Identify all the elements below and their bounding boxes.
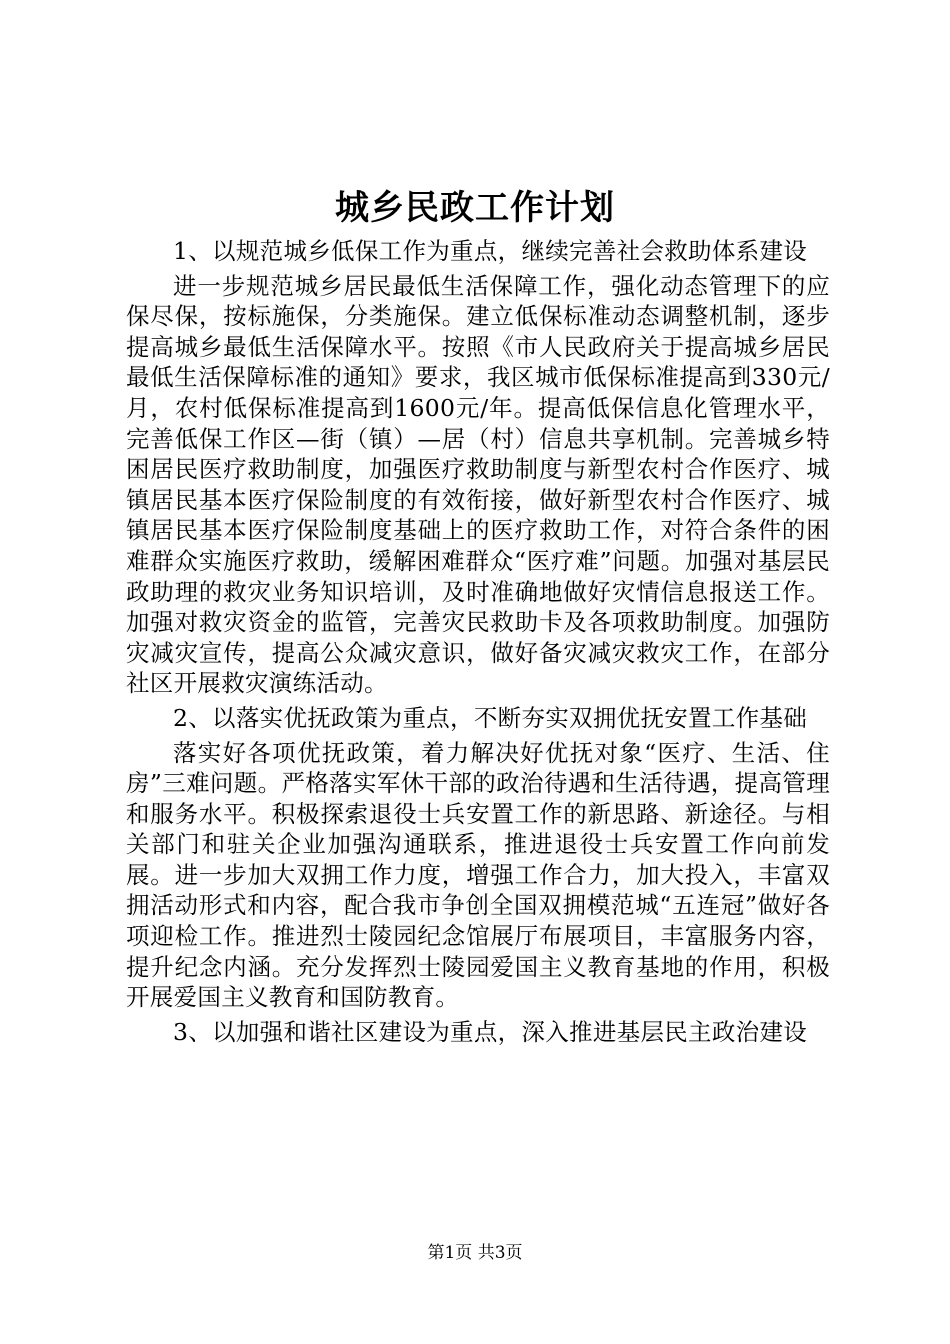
document-body xyxy=(126,236,830,1051)
section-1-heading: 1、以规范城乡低保工作为重点，继续完善社会救助体系建设 xyxy=(173,237,808,265)
section-3-heading: 3、以加强和谐社区建设为重点，深入推进基层民主政治建设 xyxy=(173,1017,808,1046)
page-footer: 第1页 共3页 xyxy=(427,1243,523,1263)
document-title: 城乡民政工作计划 xyxy=(335,188,615,228)
section-1-paragraph: 进一步规范城乡居民最低生活保障工作，强化动态管理下的应保尽保，按标施保，分类施保。建立低保标准动态调整机制，逐步提高城乡最低生活保障水平。按照《市人民政府关于提高城乡居民最低生活保障标准的通知》要求，我区城市低保标准提高到330元/月，农村低保标准提高到1600元/年。提高低保信息化管理水平，完善低保工作区—街（镇）—居（村）信息共享机制。完善城乡特困居民医疗救助制度，加强医疗救助制度与新型农村合作医疗、城镇居民基本医疗保险制度的有效衔接，做好新型农村合作医疗、城镇居民基本医疗保险制度基础上的医疗救助工作，对符合条件的困难群众实施医疗救助，缓解困难群众“医疗难”问题。加强对基层民政助理的救灾业务知识培训，及时准确地做好灾情信息报送工作。加强对救灾资金的监管，完善灾民救助卡及各项救助制度。加强防灾减灾宣传，提高公众减灾意识，做好备灾减灾救灾工作，在部分社区开展救灾演练活动。 xyxy=(126,271,830,698)
section-2-heading: 2、以落实优抚政策为重点，不断夯实双拥优抚安置工作基础 xyxy=(173,703,808,732)
section-2-paragraph: 落实好各项优抚政策，着力解决好优抚对象“医疗、生活、住房”三难问题。严格落实军休干部的政治待遇和生活待遇，提高管理和服务水平。积极探索退役士兵安置工作的新思路、新途径。与相关部门和驻关企业加强沟通联系，推进退役士兵安置工作向前发展。进一步加大双拥工作力度，增强工作合力，加大投入，丰富双拥活动形式和内容，配合我市争创全国双拥模范城“五连冠”做好各项迎检工作。推进烈士陵园纪念馆展厅布展项目，丰富服务内容，提升纪念内涵。充分发挥烈士陵园爱国主义教育基地的作用，积极开展爱国主义教育和国防教育。 xyxy=(126,738,830,1012)
